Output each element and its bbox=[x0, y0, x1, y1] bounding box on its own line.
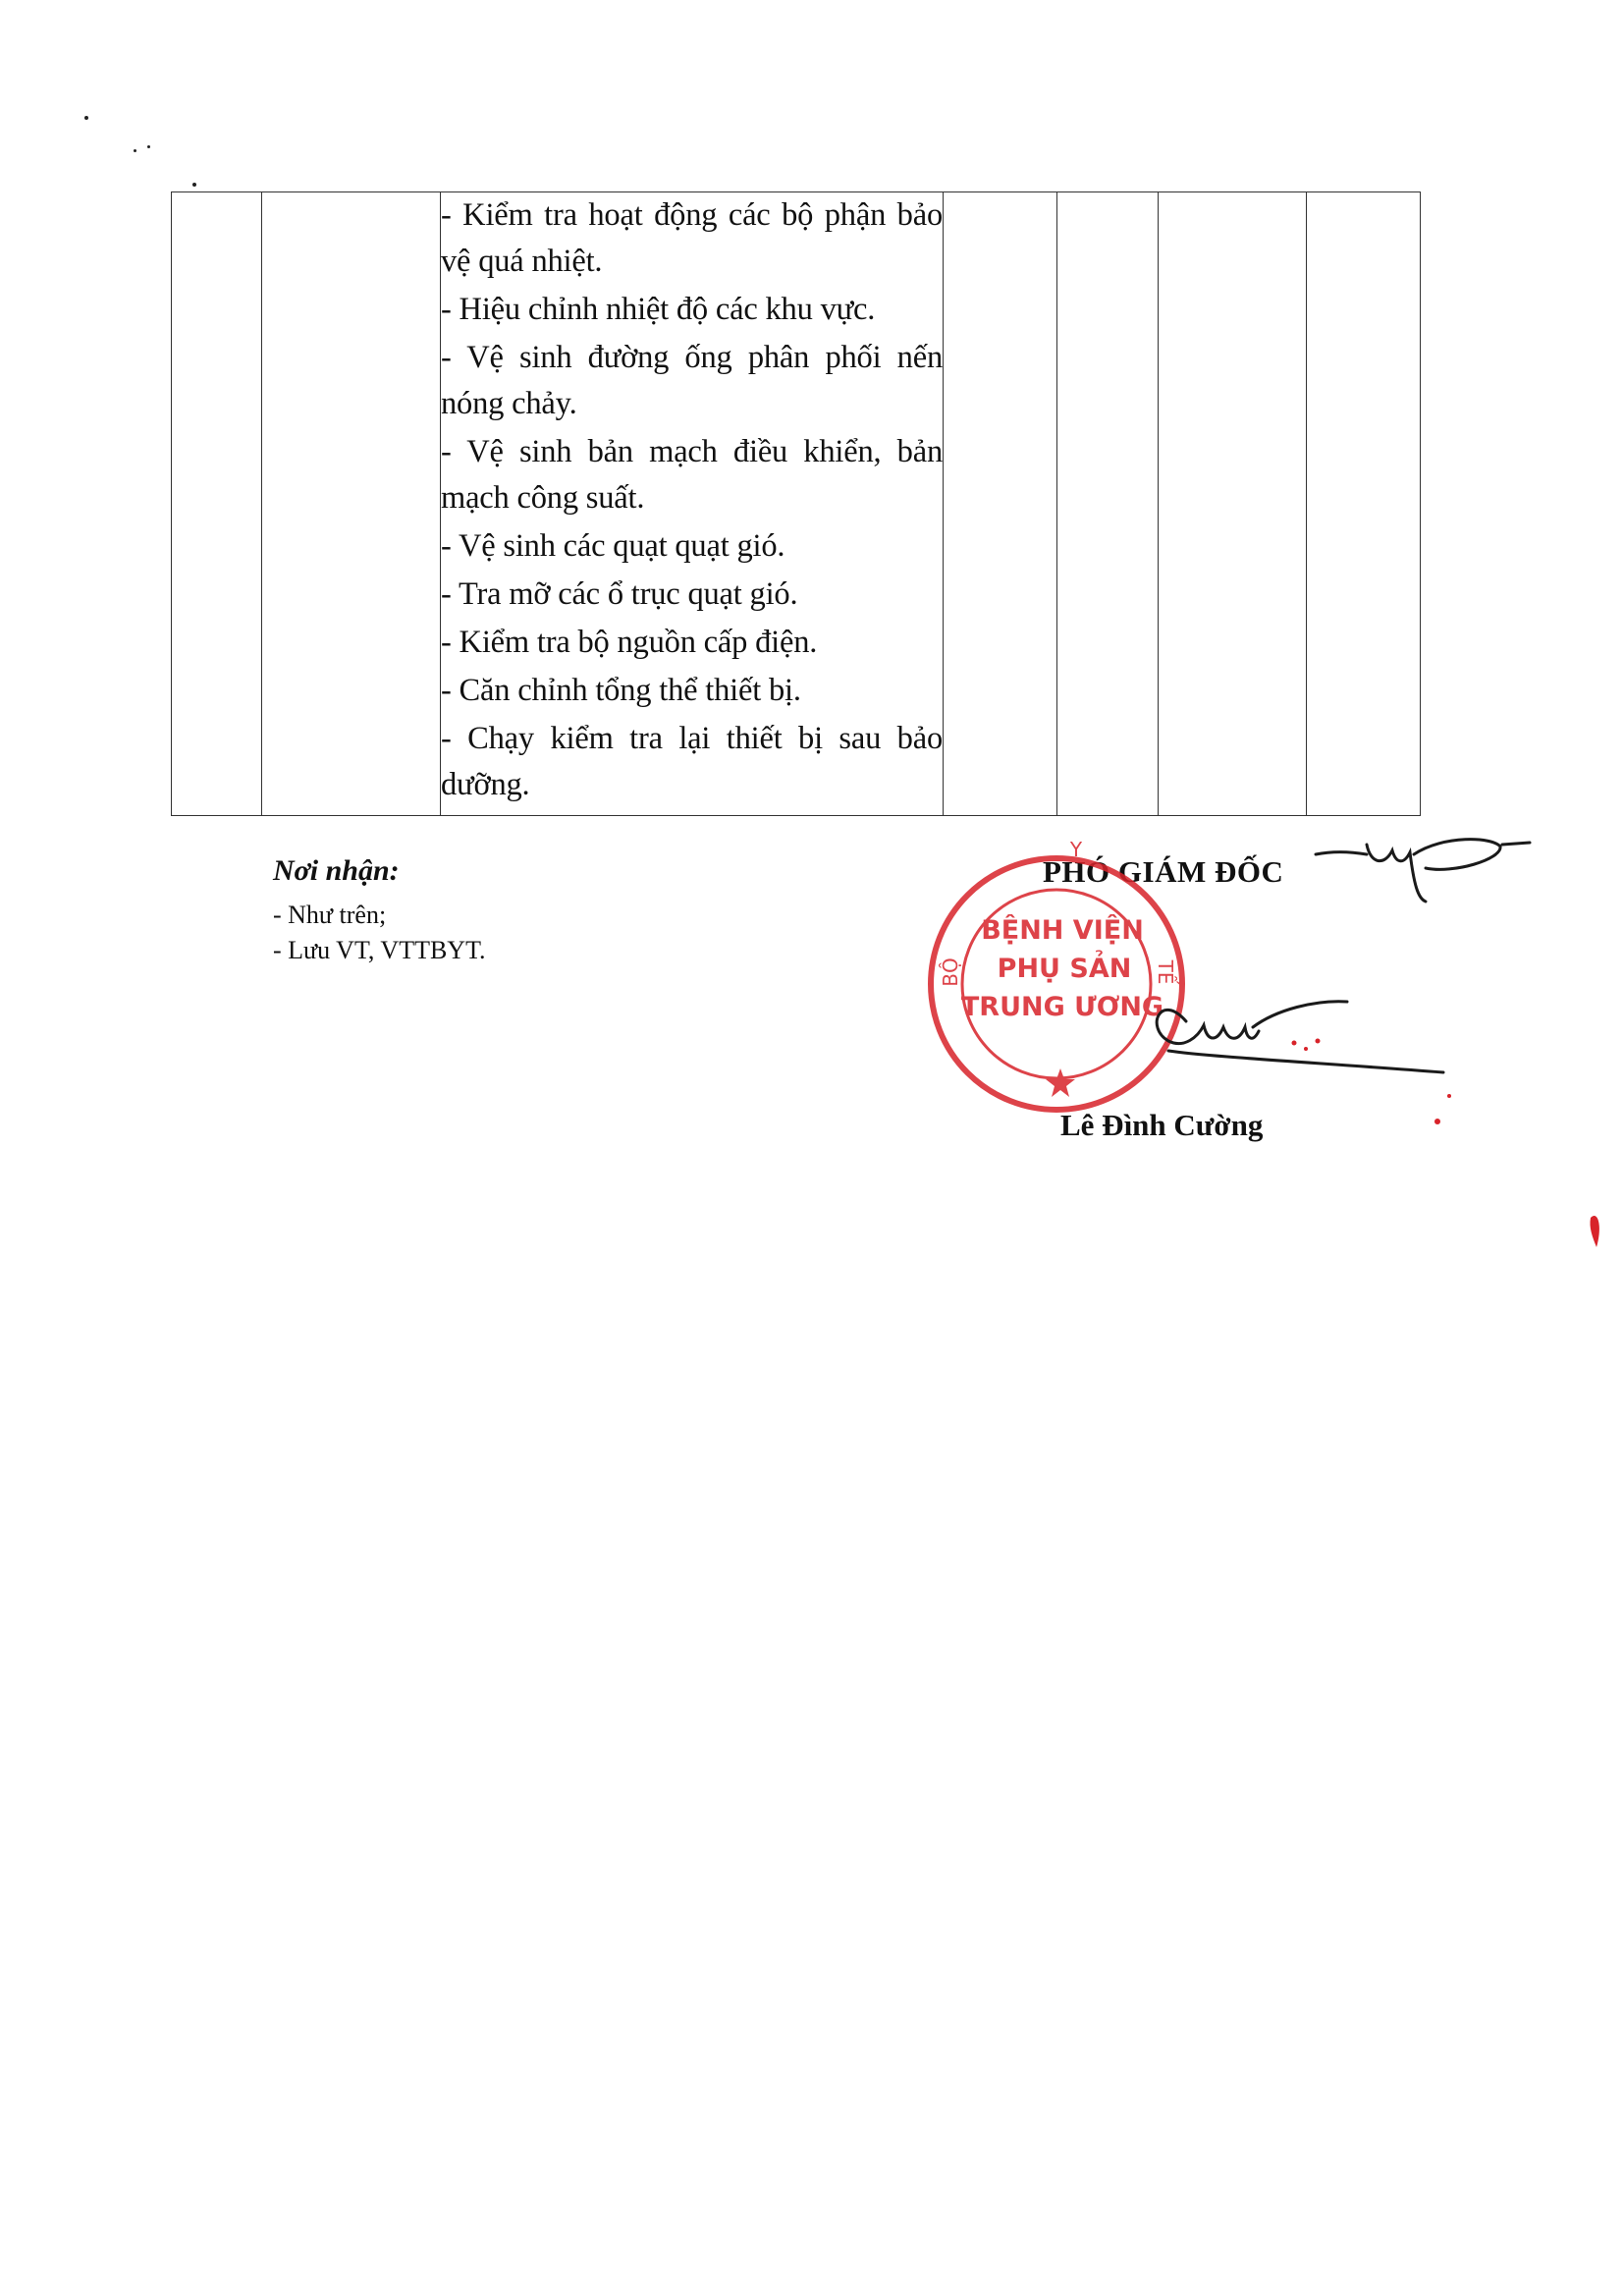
task-item: - Kiểm tra hoạt động các bộ phận bảo vệ quá nhiệt. bbox=[441, 197, 943, 279]
stamp-line-3: TRUNG ƯƠNG bbox=[960, 992, 1164, 1022]
stamp-line-2: PHỤ SẢN bbox=[997, 954, 1132, 984]
recipient-item: - Như trên; bbox=[273, 901, 387, 929]
task-item: - Căn chỉnh tổng thể thiết bị. bbox=[441, 673, 801, 708]
stamp-ring-bo: BỘ bbox=[939, 957, 962, 987]
task-item: - Chạy kiểm tra lại thiết bị sau bảo dưỡng. bbox=[441, 721, 943, 802]
star-icon bbox=[1046, 1068, 1075, 1097]
task-item: - Hiệu chỉnh nhiệt độ các khu vực. bbox=[441, 292, 876, 327]
task-item: - Kiểm tra bộ nguồn cấp điện. bbox=[441, 625, 818, 660]
signer-position: PHÓ GIÁM ĐỐC bbox=[1043, 854, 1284, 889]
task-item: - Vệ sinh đường ống phân phối nến nóng chảy. bbox=[441, 340, 943, 421]
stamp-line-1: BỆNH VIỆN bbox=[981, 915, 1144, 946]
recipients-title: Nơi nhận: bbox=[273, 854, 400, 887]
task-item: - Vệ sinh bản mạch điều khiển, bản mạch công suất. bbox=[441, 434, 943, 516]
task-item: - Vệ sinh các quạt quạt gió. bbox=[441, 528, 785, 564]
signer-name: Lê Đình Cường bbox=[1060, 1108, 1264, 1142]
task-item: - Tra mỡ các ổ trục quạt gió. bbox=[441, 576, 798, 612]
recipient-item: - Lưu VT, VTTBYT. bbox=[273, 936, 486, 964]
official-stamp bbox=[931, 838, 1182, 1110]
ink-marks bbox=[1292, 1039, 1599, 1248]
handwritten-signature bbox=[1157, 840, 1530, 1072]
stamp-ring-te: TẾ bbox=[1154, 959, 1177, 985]
stamp-ring-y: Y bbox=[1069, 838, 1083, 861]
